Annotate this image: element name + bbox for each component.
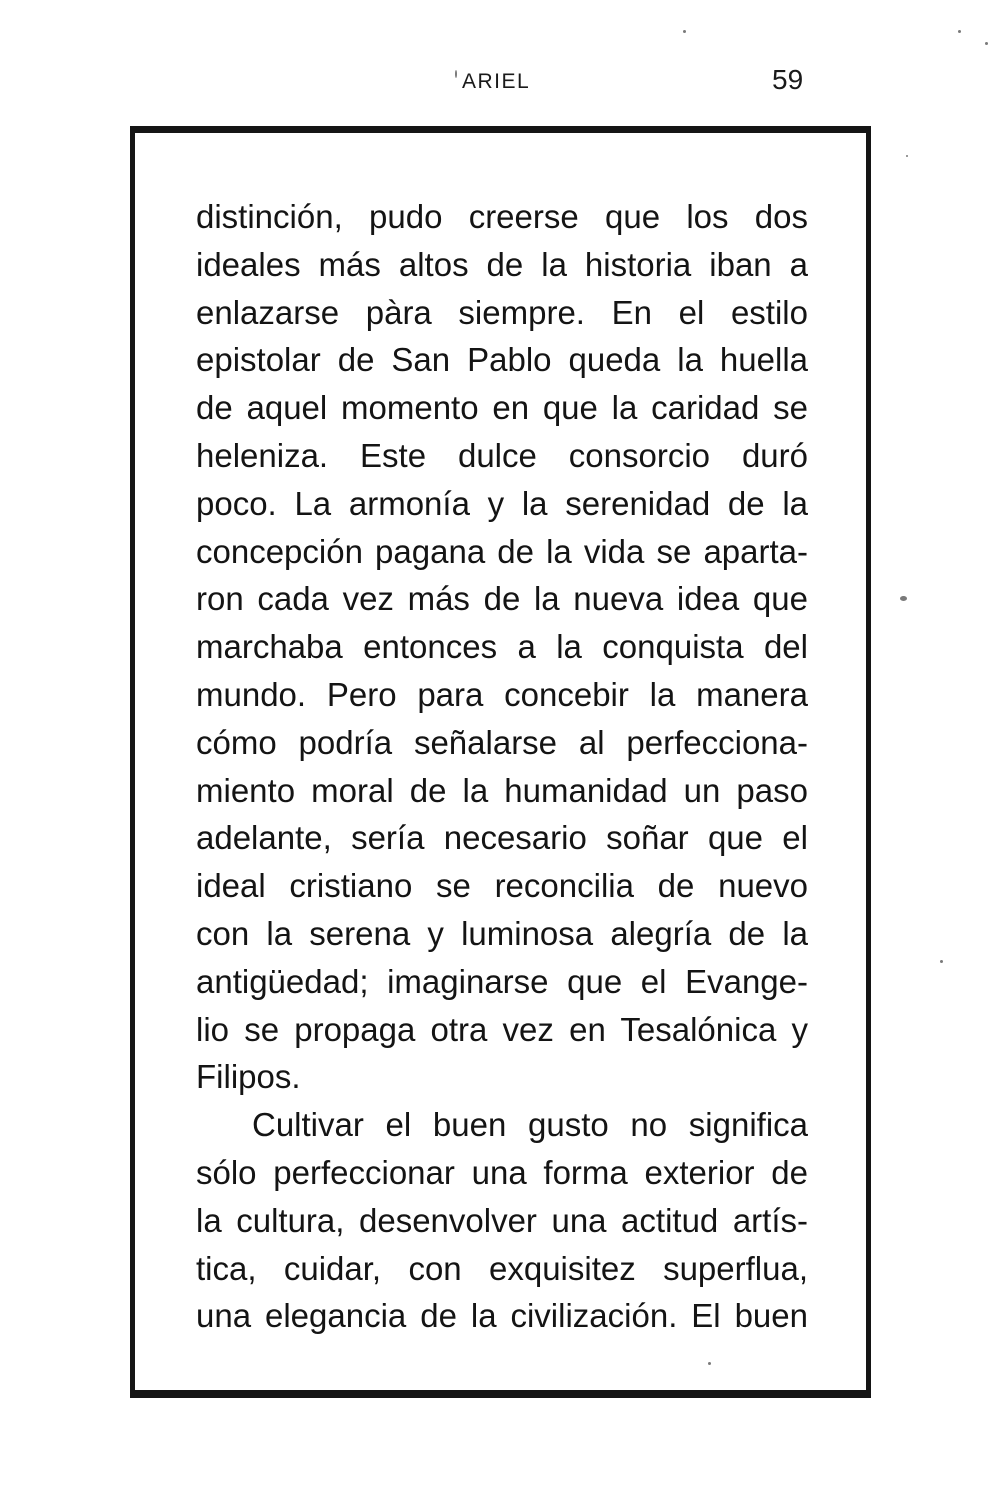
text-line: lio se propaga otra vez en Tesalónica y [196, 1010, 808, 1048]
scan-speck [683, 30, 686, 33]
text-line: miento moral de la humanidad un paso [196, 771, 808, 809]
text-frame [130, 126, 871, 1398]
text-line: con la serena y luminosa alegría de la [196, 914, 808, 952]
text-line: heleniza. Este dulce consorcio duró [196, 436, 808, 474]
running-head-title: ARIEL [462, 70, 531, 93]
page-number: 59 [772, 64, 804, 95]
text-line: tica, cuidar, con exquisitez superflua, [196, 1249, 808, 1287]
text-line: distinción, pudo creerse que los dos [196, 198, 808, 235]
scan-speck [455, 70, 457, 78]
text-line: Filipos. [196, 1058, 301, 1096]
text-line: marchaba entonces a la conquista del [196, 628, 808, 666]
body-text [196, 193, 808, 1340]
text-line: epistolar de San Pablo queda la huella [196, 341, 808, 379]
scan-speck [958, 30, 961, 33]
text-line: cómo podría señalarse al perfecciona- [196, 723, 808, 761]
text-line: adelante, sería necesario soñar que el [196, 819, 808, 857]
text-line: poco. La armonía y la serenidad de la [196, 484, 808, 522]
text-line: enlazarse pàra siempre. En el estilo [196, 293, 808, 331]
text-line: Cultivar el buen gusto no significa [252, 1106, 808, 1144]
text-line: concepción pagana de la vida se aparta- [196, 532, 808, 570]
text-line: sólo perfeccionar una forma exterior de [196, 1153, 808, 1191]
text-line: una elegancia de la civilización. El buen [196, 1297, 808, 1335]
scan-speck [900, 596, 907, 601]
scan-speck [906, 155, 908, 157]
text-line: mundo. Pero para concebir la manera [196, 675, 808, 713]
text-line: de aquel momento en que la caridad se [196, 389, 808, 427]
text-line: ideal cristiano se reconcilia de nuevo [196, 867, 808, 905]
running-head [0, 62, 1000, 102]
text-line: antigüedad; imaginarse que el Evange- [196, 962, 808, 1000]
scan-speck [940, 960, 943, 963]
scan-speck [985, 42, 988, 45]
text-line: ideales más altos de la historia iban a [196, 245, 808, 283]
scan-speck [708, 1362, 711, 1365]
text-line: la cultura, desenvolver una actitud artís- [196, 1201, 808, 1239]
text-line: ron cada vez más de la nueva idea que [196, 580, 808, 618]
